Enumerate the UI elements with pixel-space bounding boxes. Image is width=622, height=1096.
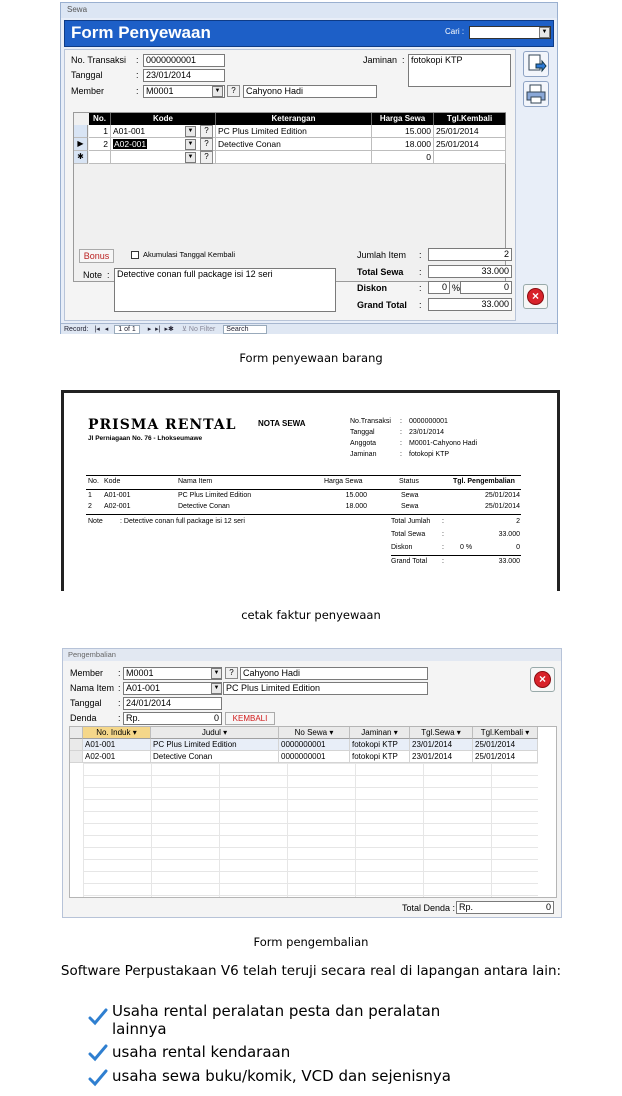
caption-form-pengembalian: Form pengembalian bbox=[253, 935, 369, 949]
total-denda-label: Total Denda : bbox=[402, 903, 456, 913]
jumlah-item-label: Jumlah Item bbox=[357, 250, 407, 260]
note-label: Note bbox=[83, 270, 103, 280]
table-cell: 23/01/2014 bbox=[410, 739, 473, 751]
tanggal-value: 23/01/2014 bbox=[409, 429, 445, 436]
tanggal-label: Tanggal bbox=[71, 70, 103, 80]
no-transaksi-label: No. Transaksi bbox=[71, 55, 127, 65]
chevron-down-icon[interactable]: ▼ bbox=[211, 668, 222, 679]
diskon-label: Diskon bbox=[357, 283, 388, 293]
document-icon bbox=[524, 52, 548, 76]
return-items-grid bbox=[69, 726, 557, 898]
col-harga-sewa: Harga Sewa bbox=[324, 478, 363, 485]
total-sewa-label: Total Sewa bbox=[357, 267, 404, 277]
table-cell bbox=[434, 151, 506, 164]
col-tgl-pengembalian: Tgl. Pengembalian bbox=[453, 478, 515, 485]
table-cell: fotokopi KTP bbox=[350, 739, 410, 751]
form-header bbox=[64, 20, 554, 47]
col-tgl-kembali: Tgl.Kembali bbox=[434, 113, 506, 125]
table-cell bbox=[216, 151, 372, 164]
table-cell: 15.000 bbox=[345, 492, 367, 499]
col-no: No. bbox=[88, 478, 99, 485]
total-sewa-value: 33.000 bbox=[498, 531, 520, 538]
col-kode: Kode bbox=[111, 113, 216, 125]
table-cell: A01-001 bbox=[104, 492, 131, 499]
table-cell: PC Plus Limited Edition bbox=[151, 739, 279, 751]
table-cell: PC Plus Limited Edition bbox=[178, 492, 252, 499]
currency-prefix: Rp. bbox=[126, 713, 141, 723]
grid-empty-area bbox=[83, 763, 538, 897]
col-tgl-kembali[interactable]: Tgl.Kembali ▾ bbox=[473, 727, 538, 739]
new-record-icon[interactable]: ▸✱ bbox=[164, 326, 174, 333]
lookup-button[interactable]: ? bbox=[200, 125, 213, 138]
denda-field[interactable] bbox=[123, 712, 222, 725]
total-sewa-label: Total Sewa bbox=[391, 531, 426, 538]
divider bbox=[86, 514, 521, 515]
table-cell: 1 bbox=[88, 492, 92, 499]
table-cell[interactable]: A02-001 bbox=[83, 751, 151, 763]
prev-record-icon[interactable]: ◂ bbox=[104, 326, 109, 333]
tanggal-label: Tanggal bbox=[70, 698, 102, 708]
table-cell: 0000000001 bbox=[279, 739, 350, 751]
total-jumlah-label: Total Jumlah bbox=[391, 518, 431, 525]
table-cell: PC Plus Limited Edition bbox=[216, 125, 372, 138]
jumlah-item-field: 2 bbox=[428, 248, 512, 261]
print-button[interactable] bbox=[523, 81, 549, 107]
col-kode: Kode bbox=[104, 478, 121, 485]
chevron-down-icon[interactable]: ▼ bbox=[211, 683, 222, 694]
form-penyewaan-window bbox=[60, 2, 558, 334]
note-field[interactable]: Detective conan full package isi 12 seri bbox=[114, 268, 336, 312]
table-cell: 18.000 bbox=[372, 138, 434, 151]
checkmark-icon bbox=[88, 1008, 108, 1026]
printer-icon bbox=[524, 82, 548, 106]
akumulasi-label: Akumulasi Tanggal Kembali bbox=[143, 250, 235, 259]
bullet-item: usaha rental kendaraan bbox=[112, 1043, 291, 1061]
diskon-label: Diskon bbox=[391, 544, 413, 551]
row-selector[interactable] bbox=[70, 739, 83, 751]
grand-total-label: Grand Total bbox=[357, 300, 407, 310]
table-cell: 25/01/2014 bbox=[434, 125, 506, 138]
member-label: Member bbox=[70, 668, 104, 678]
chevron-down-icon[interactable]: ▼ bbox=[185, 126, 196, 137]
member-label: Member bbox=[71, 86, 105, 96]
cari-label: Cari : bbox=[445, 27, 465, 36]
chevron-down-icon[interactable]: ▼ bbox=[185, 152, 196, 163]
table-cell: 1 bbox=[89, 125, 111, 138]
member-select[interactable]: M0001 bbox=[123, 667, 222, 680]
member-select[interactable]: M0001 bbox=[143, 85, 225, 98]
col-keterangan: Keterangan bbox=[216, 113, 372, 125]
chevron-down-icon[interactable]: ▼ bbox=[212, 86, 223, 97]
nama-item-label: Nama Item bbox=[70, 683, 115, 693]
table-cell: 0000000001 bbox=[279, 751, 350, 763]
col-no-induk[interactable]: No. Induk ▾ bbox=[83, 727, 151, 739]
jaminan-value: fotokopi KTP bbox=[409, 451, 450, 458]
bullet-item-continuation: lainnya bbox=[112, 1020, 167, 1038]
close-icon: × bbox=[534, 671, 551, 688]
new-row-icon[interactable]: ✱ bbox=[74, 151, 88, 164]
table-cell: 2 bbox=[89, 138, 111, 151]
search-input[interactable]: Search bbox=[223, 325, 267, 334]
divider bbox=[391, 555, 521, 556]
anggota-label: Anggota bbox=[350, 440, 377, 447]
tanggal-field[interactable]: 23/01/2014 bbox=[143, 69, 225, 82]
jaminan-label: Jaminan bbox=[363, 55, 398, 65]
akumulasi-checkbox[interactable] bbox=[131, 251, 139, 259]
table-cell: Sewa bbox=[401, 503, 419, 510]
col-harga-sewa: Harga Sewa bbox=[372, 113, 434, 125]
company-address: Jl Perniagaan No. 76 - Lhokseumawe bbox=[88, 435, 203, 442]
row-selector[interactable] bbox=[74, 125, 88, 138]
note-value: : Detective conan full package isi 12 seri bbox=[120, 518, 245, 525]
member-name-field[interactable]: Cahyono Hadi bbox=[240, 667, 428, 680]
item-select[interactable]: A01-001 bbox=[123, 682, 222, 695]
table-cell: 25/01/2014 bbox=[473, 751, 538, 763]
grid-corner[interactable] bbox=[70, 727, 83, 739]
total-sewa-field: 33.000 bbox=[428, 265, 512, 278]
table-cell: 25/01/2014 bbox=[484, 492, 520, 499]
col-no-sewa[interactable]: No Sewa ▾ bbox=[279, 727, 350, 739]
row-selector[interactable] bbox=[70, 751, 83, 763]
jaminan-label: Jaminan bbox=[350, 451, 377, 458]
total-jumlah-value: 2 bbox=[516, 518, 520, 525]
diskon-value: 0 bbox=[516, 544, 520, 551]
table-cell bbox=[89, 151, 111, 164]
bullet-item: Usaha rental peralatan pesta dan peralatan bbox=[112, 1002, 441, 1020]
diskon-percent-field[interactable]: 0 bbox=[428, 281, 450, 294]
no-transaksi-value: 0000000001 bbox=[409, 418, 448, 425]
close-button[interactable] bbox=[523, 284, 548, 309]
caption-cetak-faktur: cetak faktur penyewaan bbox=[241, 608, 381, 622]
chevron-down-icon[interactable]: ▼ bbox=[185, 139, 196, 150]
window-title: Sewa bbox=[61, 3, 557, 18]
nota-sewa-document: PRISMA RENTAL Jl Perniagaan No. 76 - Lhokseumawe NOTA SEWA No.Transaksi : 0000000001 Tanggal : 23/01/2014 Anggota : M0001-Cahyono Hadi Jaminan : fotokopi KTP No. Kode Nama Item Harga Sewa Status Tgl. Pengembalian 1 A01-001 PC Plus Limited Edition 15.000 Sewa 25/01/2014 2 A02-001 Detective Conan 18.000 Sewa 25/01/2014 Note : Detective conan full package isi 12 seri Total Jumlah : 2 Total Sewa : 33.000 Diskon : 0 % 0 Grand Total : 33.000 bbox=[61, 390, 560, 591]
table-cell: 18.000 bbox=[345, 503, 367, 510]
tanggal-label: Tanggal bbox=[350, 429, 375, 436]
form-body: No. Transaksi : 0000000001 Tanggal : 23/01/2014 Member : M0001 ▼ ? Cahyono Hadi Jaminan : fotokopi KTP No. Kode Keterangan Harga Sewa Tgl.Kembali 1 A01-001 ▼ ? PC Plus Limited Edition 15.000 25/01/2014 ▶ 2 A02-001 ▼ ? Detective Conan 18.000 25/01/2014 ✱ ▼ ? 0 Bonus Akumulasi Tanggal Kembali Note : Detective conan full package isi 12 seri Jumlah Item : 2 Total Sewa : 33.000 Diskon : 0 % 0 Grand Total : 33.000 bbox=[64, 49, 516, 321]
close-icon: × bbox=[527, 288, 544, 305]
table-cell: Sewa bbox=[401, 492, 419, 499]
col-status: Status bbox=[399, 478, 419, 485]
denda-label: Denda bbox=[70, 713, 97, 723]
window-title: Pengembalian bbox=[63, 649, 561, 661]
checkmark-icon bbox=[88, 1069, 108, 1087]
table-cell: 0 bbox=[372, 151, 434, 164]
col-jaminan[interactable]: Jaminan ▾ bbox=[350, 727, 410, 739]
item-name-field[interactable]: PC Plus Limited Edition bbox=[223, 682, 428, 695]
no-transaksi-label: No.Transaksi bbox=[350, 418, 391, 425]
form-pengembalian-window: Pengembalian Member : M0001 ▼ ? Cahyono Hadi Nama Item : A01-001 ▼ PC Plus Limited Edition Tanggal : 24/01/2014 Denda : Rp. 0 KEMBALI × No. Induk ▾ Judul ▾ No Sewa ▾ Jaminan ▾ Tgl.Sewa ▾ Tgl.Kembali ▾ A01-001 PC Plus Limited Edition 0000000001 fotokopi KTP 23/01/2014 25/01/2014 A02-001 Detective Conan 0000000001 fotokopi KTP 23/01/2014 25/01/2014 Total Denda : Rp. 0 bbox=[62, 648, 562, 918]
intro-text: Software Perpustakaan V6 telah teruji secara real di lapangan antara lain: bbox=[60, 963, 562, 979]
company-name: PRISMA RENTAL bbox=[88, 417, 237, 433]
member-name-field[interactable]: Cahyono Hadi bbox=[243, 85, 377, 98]
col-tgl-sewa[interactable]: Tgl.Sewa ▾ bbox=[410, 727, 473, 739]
divider bbox=[86, 475, 521, 476]
total-denda-value: 0 bbox=[545, 902, 551, 912]
table-cell: 25/01/2014 bbox=[434, 138, 506, 151]
grand-total-label: Grand Total bbox=[391, 558, 428, 565]
form-title: Form Penyewaan bbox=[71, 23, 211, 42]
last-record-icon[interactable]: ▸| bbox=[155, 326, 161, 333]
table-cell: A02-001 bbox=[104, 503, 131, 510]
col-judul[interactable]: Judul ▾ bbox=[151, 727, 279, 739]
lookup-button[interactable]: ? bbox=[200, 138, 213, 151]
anggota-value: M0001-Cahyono Hadi bbox=[409, 440, 478, 447]
chevron-down-icon[interactable]: ▼ bbox=[539, 27, 550, 38]
denda-value: 0 bbox=[213, 713, 219, 723]
print-preview-button[interactable] bbox=[523, 51, 549, 77]
no-transaksi-field[interactable]: 0000000001 bbox=[143, 54, 225, 67]
tanggal-field[interactable]: 24/01/2014 bbox=[123, 697, 222, 710]
doc-title: NOTA SEWA bbox=[258, 419, 306, 428]
no-filter-button[interactable]: ⊻ No Filter bbox=[181, 326, 216, 333]
table-cell: 23/01/2014 bbox=[410, 751, 473, 763]
cari-select[interactable] bbox=[469, 26, 551, 39]
grand-total-value: 33.000 bbox=[498, 558, 520, 565]
table-cell: Detective Conan bbox=[216, 138, 372, 151]
member-lookup-button[interactable]: ? bbox=[225, 667, 238, 679]
table-cell: fotokopi KTP bbox=[350, 751, 410, 763]
percent-sign: % bbox=[452, 283, 461, 293]
kembali-button[interactable]: KEMBALI bbox=[225, 712, 275, 725]
selected-kode[interactable]: A02-001 bbox=[114, 139, 147, 149]
bonus-button[interactable]: Bonus bbox=[79, 249, 114, 263]
record-position[interactable]: 1 of 1 bbox=[114, 325, 140, 334]
close-button[interactable] bbox=[530, 667, 555, 692]
member-lookup-button[interactable]: ? bbox=[227, 85, 240, 97]
table-cell: 2 bbox=[88, 503, 92, 510]
grand-total-field: 33.000 bbox=[428, 298, 512, 311]
jaminan-field[interactable]: fotokopi KTP bbox=[408, 54, 511, 87]
record-label: Record: bbox=[64, 326, 89, 333]
caption-form-penyewaan: Form penyewaan barang bbox=[239, 351, 383, 365]
first-record-icon[interactable]: |◂ bbox=[94, 326, 100, 333]
diskon-value-field[interactable]: 0 bbox=[460, 281, 512, 294]
table-cell: 25/01/2014 bbox=[484, 503, 520, 510]
col-no: No. bbox=[89, 113, 111, 125]
table-cell: Detective Conan bbox=[151, 751, 279, 763]
diskon-percent-value: 0 % bbox=[460, 544, 473, 551]
divider bbox=[86, 489, 521, 490]
currency-prefix: Rp. bbox=[459, 902, 474, 912]
next-record-icon[interactable]: ▸ bbox=[147, 326, 152, 333]
table-cell[interactable]: A01-001 bbox=[111, 125, 216, 138]
row-selector-current[interactable]: ▶ bbox=[74, 138, 88, 151]
table-cell: 25/01/2014 bbox=[473, 739, 538, 751]
lookup-button[interactable]: ? bbox=[200, 151, 213, 164]
table-cell: Detective Conan bbox=[178, 503, 230, 510]
table-cell[interactable]: A01-001 bbox=[83, 739, 151, 751]
record-navigation-bar bbox=[61, 323, 557, 334]
note-label: Note bbox=[88, 518, 103, 525]
checkmark-icon bbox=[88, 1044, 108, 1062]
total-denda-field bbox=[456, 901, 554, 914]
bullet-item: usaha sewa buku/komik, VCD dan sejenisnya bbox=[112, 1067, 451, 1085]
table-cell: 15.000 bbox=[372, 125, 434, 138]
col-nama-item: Nama Item bbox=[178, 478, 213, 485]
